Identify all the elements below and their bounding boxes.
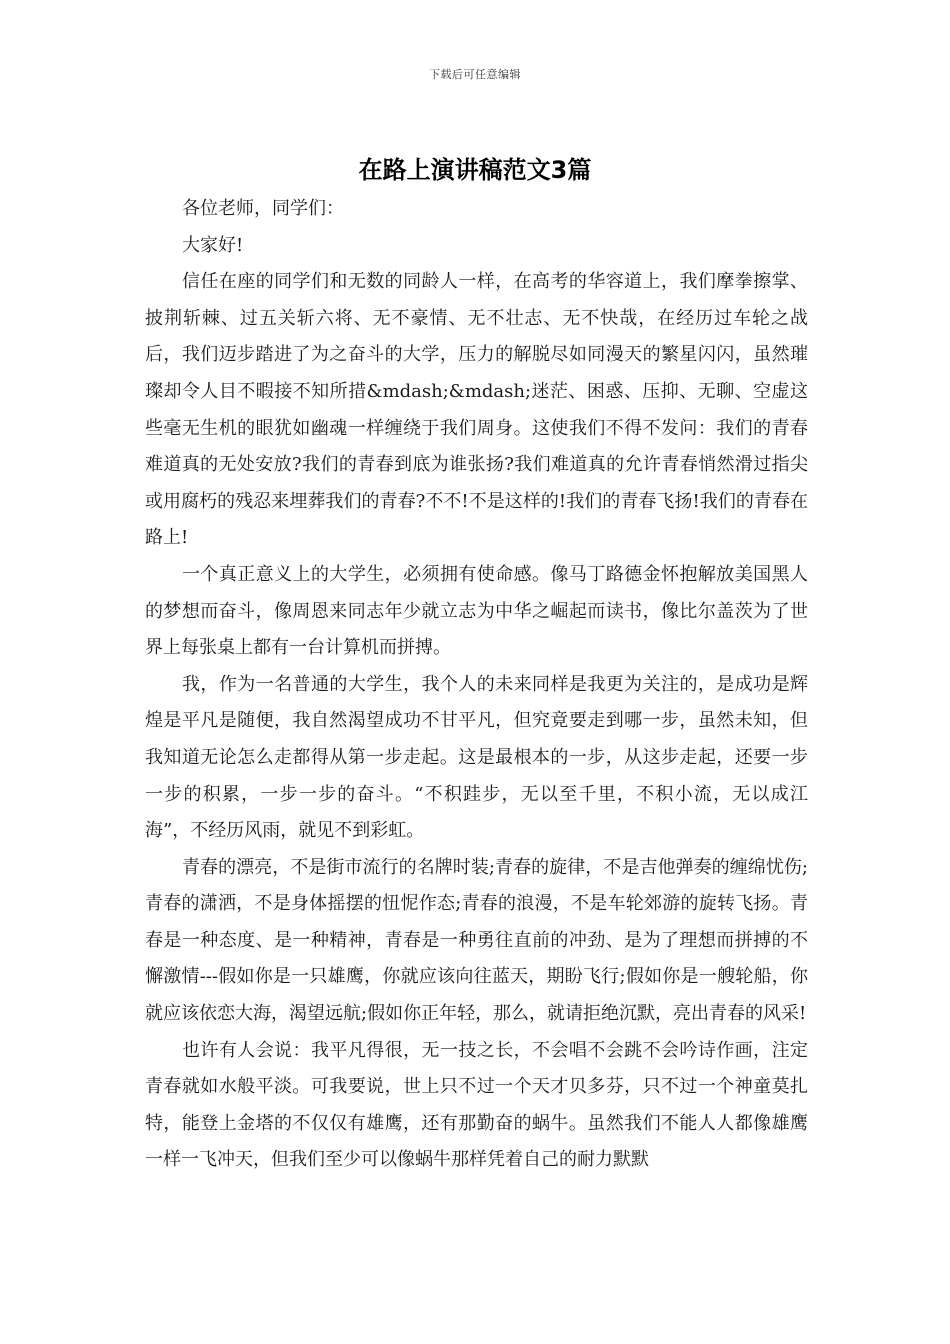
header-note: 下载后可任意编辑 bbox=[429, 68, 521, 81]
paragraph: 我，作为一名普通的大学生，我个人的未来同样是我更为关注的，是成功是辉煌是平凡是随便，我自然渴望成功不甘平凡，但究竟要走到哪一步，虽然未知，但我知道无论怎么走都得从第一步走起。这是最根本的一步，从这步走起，还要一步一步的积累，一步一步的奋斗。“不积跬步，无以至千里，不积小流，无以成江海”，不经历风雨，就见不到彩虹。 bbox=[145, 673, 808, 842]
paragraph: 信任在座的同学们和无数的同龄人一样，在高考的华容道上，我们摩拳擦掌、披荆斩棘、过五关斩六将、无不豪情、无不壮志、无不快哉，在经历过车轮之战后，我们迈步踏进了为之奋斗的大学，压力的解脱尽如同漫天的繁星闪闪，虽然璀璨却令人目不暇接不知所措&mdash;&mdash;迷茫、困惑、压抑、无聊、空虚这些毫无生机的眼犹如幽魂一样缠绕于我们周身。这使我们不得不发问：我们的青春难道真的无处安放?我们的青春到底为谁张扬?我们难道真的允许青春悄然滑过指尖或用腐朽的残忍来埋葬我们的青春?不不!不是这样的!我们的青春飞扬!我们的青春在路上! bbox=[145, 271, 808, 549]
paragraph-greeting: 大家好! bbox=[182, 234, 244, 256]
paragraph-salutation: 各位老师，同学们： bbox=[182, 198, 344, 219]
document-title: 在路上演讲稿范文3篇 bbox=[358, 156, 592, 184]
document-body bbox=[145, 191, 808, 1179]
paragraph: 青春的漂亮，不是街市流行的名牌时装;青春的旋律，不是吉他弹奏的缠绵忧伤;青春的潇洒，不是身体摇摆的忸怩作态;青春的浪漫，不是车轮郊游的旋转飞扬。青春是一种态度、是一种精神，青春是一种勇往直前的冲劲、是为了理想而拼搏的不懈激情---假如你是一只雄鹰，你就应该向往蓝天，期盼飞行;假如你是一艘轮船，你就应该依恋大海，渴望远航;假如你正年轻，那么，就请拒绝沉默，亮出青春的风采! bbox=[145, 856, 808, 1025]
paragraph: 一个真正意义上的大学生，必须拥有使命感。像马丁路德金怀抱解放美国黑人的梦想而奋斗，像周恩来同志年少就立志为中华之崛起而读书，像比尔盖茨为了世界上每张桌上都有一台计算机而拼搏。 bbox=[145, 563, 808, 659]
paragraph: 也许有人会说：我平凡得很，无一技之长，不会唱不会跳不会吟诗作画，注定青春就如水般平淡。可我要说，世上只不过一个天才贝多芬，只不过一个神童莫扎特，能登上金塔的不仅仅有雄鹰，还有那勤奋的蜗牛。虽然我们不能人人都像雄鹰一样一飞冲天，但我们至少可以像蜗牛那样凭着自己的耐力默默 bbox=[145, 1039, 808, 1171]
